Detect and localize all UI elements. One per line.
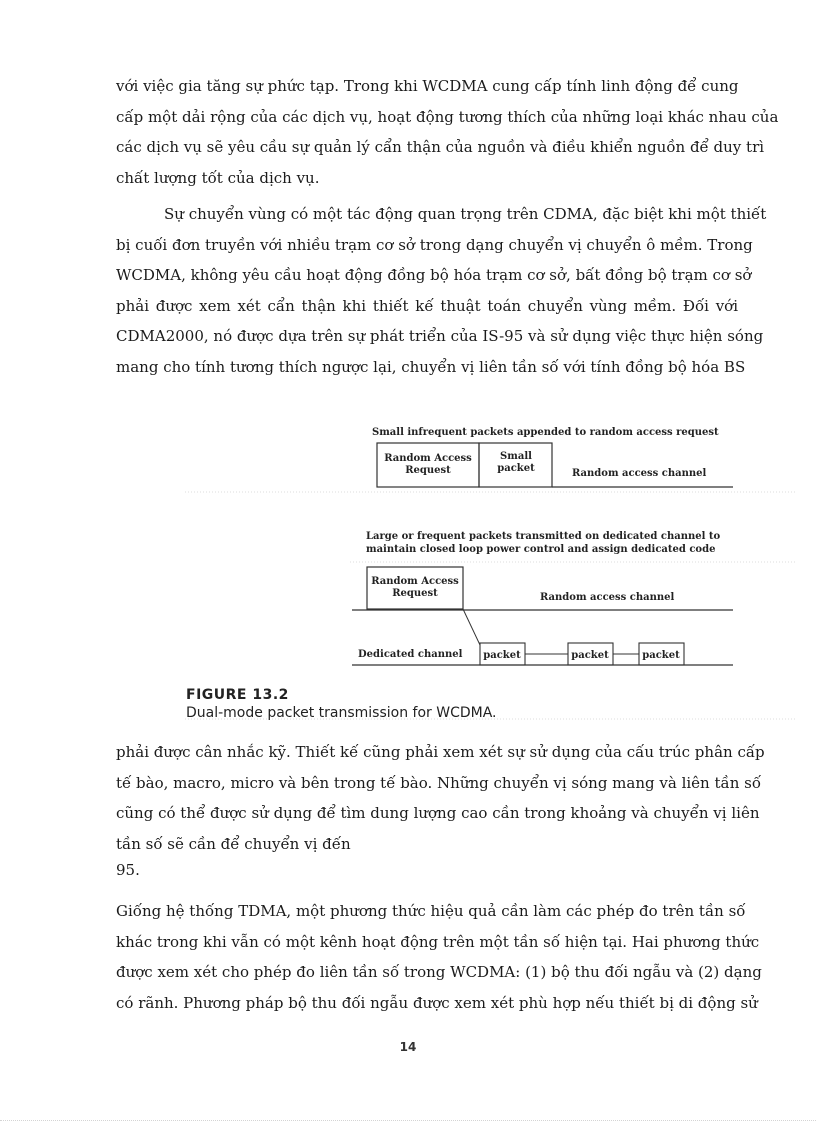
- text-line: với việc gia tăng sự phức tạp. Trong khi WCDMA cung cấp tính linh động để cung: [116, 77, 739, 95]
- text-line: Sự chuyển vùng có một tác động quan trọng trên CDMA, đặc biệt khi một thiết: [164, 205, 767, 223]
- figure-caption-text: Dual-mode packet transmission for WCDMA.: [186, 705, 497, 721]
- dedicated-channel-label: Dedicated channel: [358, 649, 463, 660]
- text-line: CDMA2000, nó được dựa trên sự phát triển của IS-95 và sử dụng việc thực hiện sóng: [116, 327, 764, 345]
- text-line: được xem xét cho phép đo liên tần số trong WCDMA: (1) bộ thu đối ngẫu và (2) dạng: [116, 963, 762, 981]
- text-line: chất lượng tốt của dịch vụ.: [116, 168, 320, 187]
- box-label: Request: [405, 465, 451, 476]
- box-label: Random Access: [371, 576, 459, 587]
- paragraph-3: [116, 737, 765, 881]
- text-line: tần số sẽ cần để chuyển vị đến: [116, 834, 351, 853]
- mid-label: Large or frequent packets transmitted on dedicated channel to: [366, 531, 721, 542]
- text-line: Giống hệ thống TDMA, một phương thức hiệu quả cần làm các phép đo trên tần số: [116, 902, 746, 920]
- box-label: Small: [500, 451, 532, 462]
- channel-label: Random access channel: [540, 592, 675, 603]
- divider: [0, 1120, 816, 1121]
- text-line: cũng có thể được sử dụng để tìm dung lượng cao cần trong khoảng và chuyển vị liên: [116, 804, 760, 822]
- paragraph-2: [116, 199, 767, 382]
- text-line: mang cho tính tương thích ngược lại, chuyển vị liên tần số với tính đồng bộ hóa BS: [116, 357, 746, 376]
- top-label: Small infrequent packets appended to random access request: [372, 427, 719, 438]
- text-line: 95.: [116, 861, 140, 879]
- figure-caption-title: FIGURE 13.2: [186, 687, 289, 703]
- text-line: WCDMA, không yêu cầu hoạt động đồng bộ hóa trạm cơ sở, bất đồng bộ trạm cơ sở: [116, 266, 752, 284]
- channel-label: Random access channel: [572, 468, 707, 479]
- box-label: Random Access: [384, 453, 472, 464]
- packet-label: packet: [571, 650, 609, 661]
- text-line: phải được xem xét cẩn thận khi thiết kế thuật toán chuyển vùng mềm. Đối với: [116, 296, 738, 315]
- page-number: 14: [399, 1040, 417, 1054]
- box-label: packet: [497, 463, 535, 474]
- paragraph-1: [116, 71, 779, 193]
- box-label: Request: [392, 588, 438, 599]
- packet-transmission-diagram: [180, 415, 800, 725]
- packet-label: packet: [483, 650, 521, 661]
- text-line: có rãnh. Phương pháp bộ thu đối ngẫu được xem xét phù hợp nếu thiết bị di động sử: [116, 993, 758, 1012]
- paragraph-4: [116, 896, 762, 1018]
- connector: [463, 609, 480, 645]
- text-line: khác trong khi vẫn có một kênh hoạt động trên một tần số hiện tại. Hai phương thức: [116, 932, 760, 951]
- text-line: tế bào, macro, micro và bên trong tế bào. Những chuyển vị sóng mang và liên tần số: [116, 773, 761, 792]
- figure-13-2: [180, 415, 800, 725]
- text-line: các dịch vụ sẽ yêu cầu sự quản lý cẩn thận của nguồn và điều khiển nguồn để duy trì: [116, 138, 765, 156]
- text-line: bị cuối đơn truyền với nhiều trạm cơ sở trong dạng chuyển vị chuyển ô mềm. Trong: [116, 235, 753, 254]
- mid-label: maintain closed loop power control and assign dedicated code: [366, 544, 716, 555]
- text-line: phải được cân nhắc kỹ. Thiết kế cũng phải xem xét sự sử dụng của cấu trúc phân cấp: [116, 743, 765, 761]
- text-line: cấp một dải rộng của các dịch vụ, hoạt động tương thích của những loại khác nhau của: [116, 107, 779, 126]
- packet-label: packet: [642, 650, 680, 661]
